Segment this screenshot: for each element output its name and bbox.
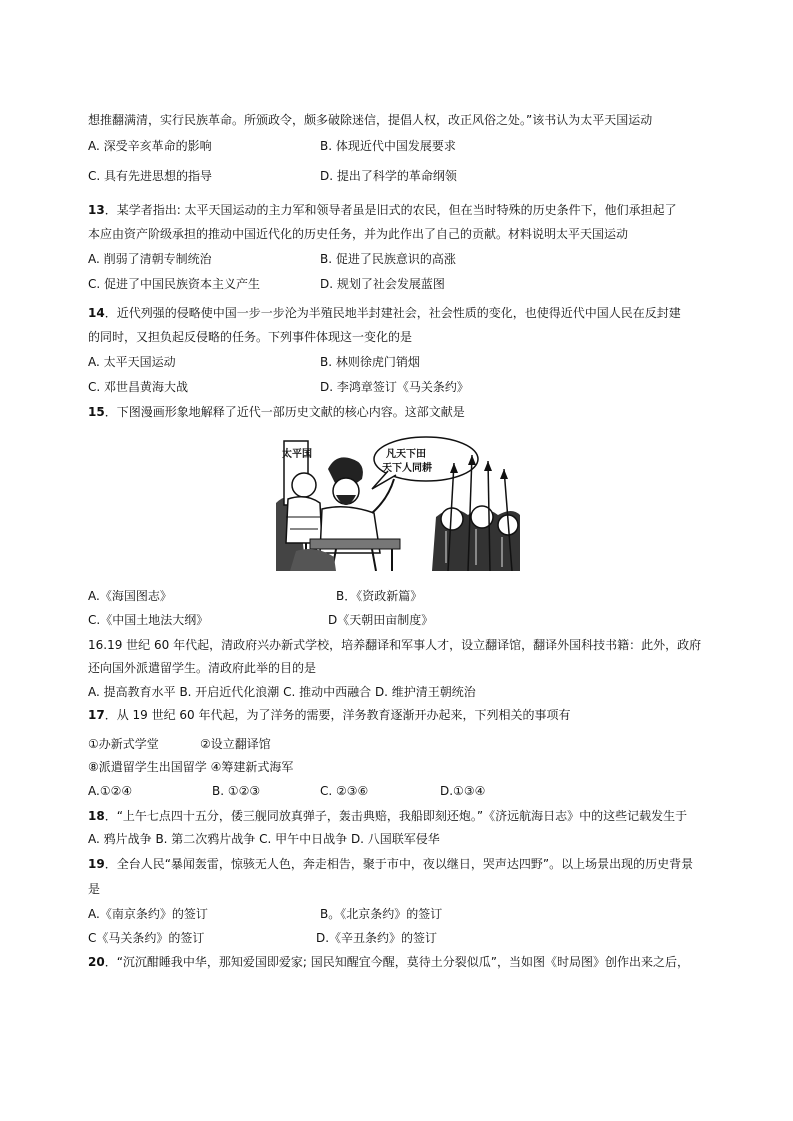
q20-stem: [88, 954, 689, 970]
q20-number: 20: [88, 955, 105, 969]
q14-number: 14: [88, 306, 105, 320]
q18-number: 18: [88, 809, 105, 823]
q17-option-c: C. ②③⑥: [320, 784, 369, 798]
q14-stem-2: 的同时，又担负起反侵略的任务。下列事件体现这一变化的是: [88, 330, 413, 344]
q13-option-d: D. 规划了社会发展蓝图: [320, 277, 445, 291]
cartoon-sign-char-1: 太平国: [282, 449, 312, 460]
q13-stem-1: [88, 202, 677, 218]
q19-option-c: C《马关条约》的签订: [88, 931, 205, 945]
q17-option-a: A.①②④: [88, 784, 133, 798]
q13-option-c: C. 促进了中国民族资本主义产生: [88, 277, 261, 291]
q12-option-b: B. 体现近代中国发展要求: [320, 139, 456, 153]
q19-option-a: A.《南京条约》的签订: [88, 907, 208, 921]
q17-item-1: ①办新式学堂: [88, 737, 159, 751]
q14-option-c: C. 邓世昌黄海大战: [88, 380, 189, 394]
text-line: 想推翻满清，实行民族革命。所颁政令，颇多破除迷信，提倡人权，改正风俗之处。”该书认为太平天国运动: [88, 113, 653, 127]
q17-option-d: D.①③④: [440, 784, 486, 798]
q12-option-a: A. 深受辛亥革命的影响: [88, 139, 212, 153]
q20-text: ．“沉沉酣睡我中华，那知爱国即爱家; 国民知醒宜今醒，莫待土分裂似瓜”，当如图《时局图》创作出来之后，: [104, 955, 689, 969]
q16-stem-2: 还向国外派遣留学生。清政府此举的目的是: [88, 661, 317, 675]
q13-number: 13: [88, 203, 105, 217]
q14-option-d: D. 李鸿章签订《马关条约》: [320, 380, 469, 394]
q17-option-b: B. ①②③: [212, 784, 261, 798]
q14-stem-1: [88, 305, 681, 321]
q17-item-2: ②设立翻译馆: [200, 737, 271, 751]
q15-option-d: D《天朝田亩制度》: [328, 613, 434, 627]
q17-items-3-4: ⑧派遣留学生出国留学 ④筹建新式海军: [88, 760, 294, 774]
q19-stem-2: 是: [88, 882, 101, 896]
q17-text: ．从 19 世纪 60 年代起，为了洋务的需要，洋务教育逐渐开办起来，下列相关的事项有: [104, 708, 571, 722]
q15-number: 15: [88, 405, 105, 419]
q19-text: ．全台人民“暴闻轰雷，惊骇无人色，奔走相告，聚于市中，夜以继日，哭声达四野”。以上场景出现的历史背景: [104, 857, 694, 871]
q18-stem: [88, 808, 687, 824]
q19-option-d: D.《辛丑条约》的签订: [316, 931, 438, 945]
q14-text: ．近代列强的侵略使中国一步一步沦为半殖民地半封建社会，社会性质的变化，也使得近代中国人民在反封建: [104, 306, 681, 320]
q17-stem: [88, 707, 571, 723]
cartoon-bubble-line-1: 凡天下田: [386, 449, 426, 460]
q19-option-b: B。《北京条约》的签订: [320, 907, 443, 921]
cartoon-bubble-line-2: 天下人同耕: [382, 463, 432, 474]
q12-option-d: D. 提出了科学的革命纲领: [320, 169, 457, 183]
q13-stem-2: 本应由资产阶级承担的推动中国近代化的历史任务，并为此作出了自己的贡献。材料说明太平天国运动: [88, 227, 629, 241]
q16-options: A. 提高教育水平 B. 开启近代化浪潮 C. 推动中西融合 D. 维护清王朝统治: [88, 685, 476, 699]
q16-stem-1: 16.19 世纪 60 年代起，清政府兴办新式学校，培养翻译和军事人才，设立翻译馆，翻译外国科技书籍：此外，政府: [88, 638, 702, 652]
q18-text: ．“上午七点四十五分，倭三舰同放真弹子，轰击典赔，我船即刻还炮。”《济远航海日志》中的这些记载发生于: [104, 809, 688, 823]
q13-option-b: B. 促进了民族意识的高涨: [320, 252, 456, 266]
q15-text: ．下图漫画形象地解释了近代一部历史文献的核心内容。这部文献是: [104, 405, 465, 419]
q14-option-b: B. 林则徐虎门销烟: [320, 355, 420, 369]
q19-stem-1: [88, 856, 693, 872]
q15-option-c: C.《中国土地法大纲》: [88, 613, 209, 627]
q13-text: ．某学者指出: 太平天国运动的主力军和领导者虽是旧式的农民，但在当时特殊的历史条件下，他们承担起了: [104, 203, 677, 217]
cartoon-image: [276, 433, 520, 571]
q12-option-c: C. 具有先进思想的指导: [88, 169, 213, 183]
q18-options: A. 鸦片战争 B. 第二次鸦片战争 C. 甲午中日战争 D. 八国联军侵华: [88, 832, 440, 846]
q15-option-a: A.《海国图志》: [88, 589, 172, 603]
q13-option-a: A. 削弱了清朝专制统治: [88, 252, 212, 266]
q15-stem: [88, 404, 465, 420]
q15-option-b: B．《资政新篇》: [336, 589, 423, 603]
q14-option-a: A. 太平天国运动: [88, 355, 176, 369]
q19-number: 19: [88, 857, 105, 871]
cartoon-drawing: [276, 433, 520, 571]
q17-number: 17: [88, 708, 105, 722]
